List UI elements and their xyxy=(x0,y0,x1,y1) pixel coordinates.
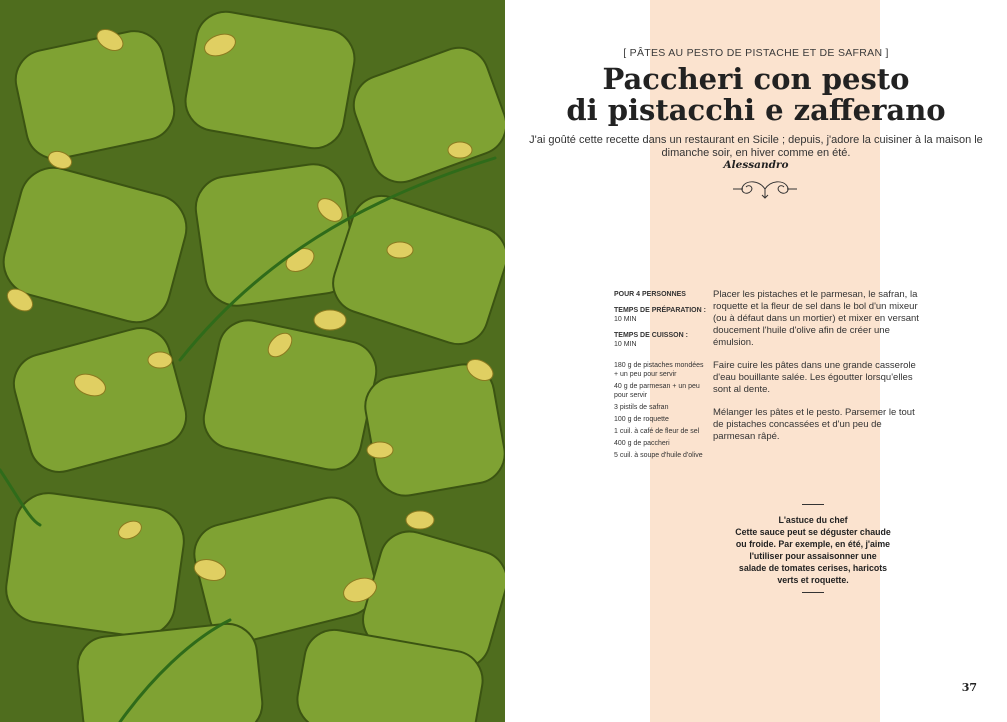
ingredient-item: 3 pistils de safran xyxy=(614,404,669,411)
recipe-title xyxy=(505,64,1007,126)
chef-tip-box xyxy=(735,504,891,593)
recipe-meta xyxy=(614,290,706,463)
prep-time-value: 10 MIN xyxy=(614,316,637,323)
recipe-intro: J'ai goûté cette recette dans un restaurant en Sicile ; depuis, j'adore la cuisiner à la maison le dimanche soir, en hiver comme en été. xyxy=(529,134,983,159)
ingredient-item: 400 g de paccheri xyxy=(614,440,670,447)
step-paragraph: Placer les pistaches et le parmesan, le safran, la roquette et la fleur de sel dans le bol d'un mixeur (ou à défaut dans un mortier) et mixer en versant doucement l'huile d'olive afin de créer une émulsion. xyxy=(713,289,919,348)
divider xyxy=(802,504,824,505)
recipe-author: Alessandro xyxy=(723,159,789,171)
step-paragraph: Mélanger les pâtes et le pesto. Parsemer le tout de pistaches concassées et d'un peu de parmesan râpé. xyxy=(713,407,915,442)
prep-time-label: TEMPS DE PRÉPARATION : xyxy=(614,307,706,314)
ingredient-item: 40 g de parmesan + un peu pour servir xyxy=(614,383,700,399)
divider xyxy=(802,592,824,593)
ingredient-item: 1 cuil. à café de fleur de sel xyxy=(614,428,700,435)
ingredient-item: 180 g de pistaches mondées + un peu pour servir xyxy=(614,362,704,378)
chef-tip-title: L'astuce du chef xyxy=(778,515,848,525)
recipe-page xyxy=(505,0,1007,722)
flourish-ornament-icon xyxy=(729,176,801,202)
recipe-kicker: [ PÂTES AU PESTO DE PISTACHE ET DE SAFRAN ] xyxy=(623,47,889,59)
ingredient-item: 100 g de roquette xyxy=(614,416,669,423)
servings: POUR 4 PERSONNES xyxy=(614,291,686,298)
page-number: 37 xyxy=(961,681,977,694)
cook-time-label: TEMPS DE CUISSON : xyxy=(614,332,688,339)
title-line-2: di pistacchi e zafferano xyxy=(566,93,946,127)
cook-time-value: 10 MIN xyxy=(614,341,637,348)
ingredient-item: 5 cuil. à soupe d'huile d'olive xyxy=(614,452,703,459)
step-paragraph: Faire cuire les pâtes dans une grande casserole d'eau bouillante salée. Les égoutter lorsqu'elles sont al dente. xyxy=(713,360,916,395)
chef-tip-body: Cette sauce peut se déguster chaude ou froide. Par exemple, en été, j'aime l'utiliser pour assaisonner une salade de tomates cerises, haricots verts et roquette. xyxy=(735,527,891,585)
title-line-1: Paccheri con pesto xyxy=(602,62,910,96)
recipe-steps xyxy=(713,289,921,454)
ingredients-list xyxy=(614,361,706,460)
